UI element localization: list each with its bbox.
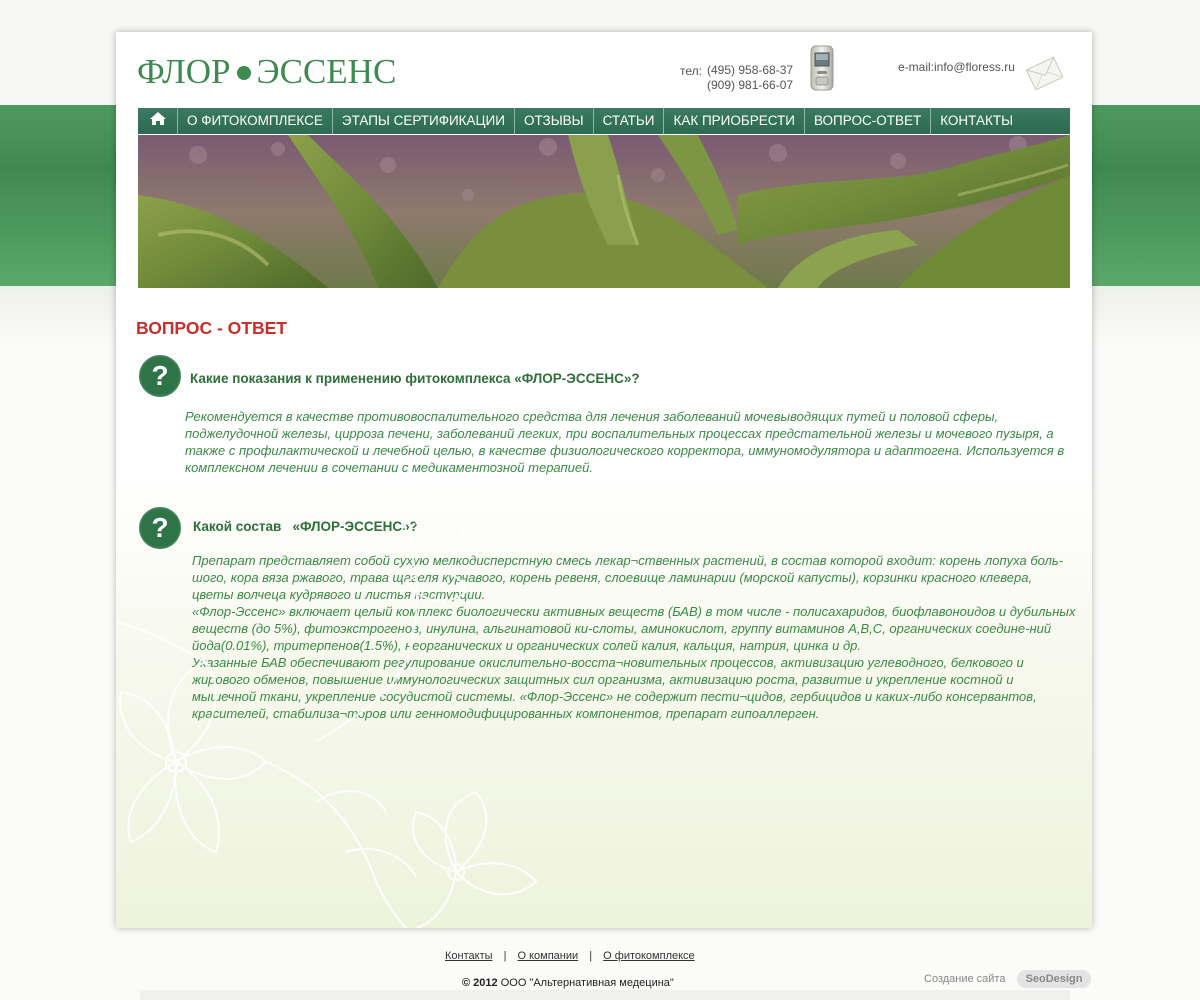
question-title: Какой состав «ФЛОР-ЭССЕНС»? — [193, 519, 418, 534]
home-icon — [149, 111, 167, 131]
svg-text:?: ? — [151, 360, 169, 391]
copyright-company: ООО "Альтернативная медецина" — [500, 977, 674, 989]
answer-paragraph: Препарат представляет собой сухую мелкодисперстную смесь лекар¬ственных растений, в состав которой входит: корень лопуха боль-шого, кора вяза ржавого, трава щавеля курчавого, корень ревеня, слоевище ламинарии (морской капусты), корзинки красного клевера, цветы волчеца кудрявого и листья настурции. — [192, 553, 1064, 602]
phone-number-2: (909) 981-66-07 — [707, 78, 794, 92]
nav-item-faq[interactable]: ВОПРОС-ОТВЕТ — [805, 108, 931, 134]
answer-paragraph: Указанные БАВ обеспечивают регулирование окислительно-восста¬новительных процессов, активизацию углеводного, белкового и жирового обменов, повышение иммунологических защитных сил организма, активизацию роста, развитие и укрепление костной и мышечной ткани, укрепление сосудистой системы. «Флор-Эссенс» не содержит пести¬цидов, гербицидов и каких-либо консервантов, красителей, стабилиза¬торов или генномодифицированных компонентов, препарат гипоаллерген. — [192, 655, 1037, 721]
site-credit-badge[interactable]: SeoDesign — [1017, 970, 1091, 988]
page-title: ВОПРОС - ОТВЕТ — [136, 318, 287, 338]
mobile-phone-icon — [808, 44, 836, 97]
answer-paragraph: Рекомендуется в качестве противовоспалительного средства для лечения заболеваний мочевыводящих путей и половой сферы, поджелудочной железы, цирроза печени, заболеваний легких, при воспалительных процессах предстательной железы и мочевого пузыря, а также с профилактической и лечебной целью, в качестве физиологического корректора, иммуномодулятора и адаптогена. Используется в комплексном лечении в сочетании с медикаментозной терапией. — [185, 409, 1065, 475]
nav-item-certification[interactable]: ЭТАПЫ СЕРТИФИКАЦИИ — [333, 108, 515, 134]
nav-item-reviews[interactable]: ОТЗЫВЫ — [515, 108, 594, 134]
header-banner-image — [138, 135, 1070, 288]
site-credit-label: Создание сайта — [924, 973, 1006, 985]
logo-text-left: ФЛОР — [137, 52, 231, 91]
nav-item-articles[interactable]: СТАТЬИ — [594, 108, 665, 134]
nav-home[interactable] — [138, 108, 178, 134]
footer-link-company[interactable]: О компании — [517, 950, 579, 962]
page-container — [116, 32, 1092, 928]
footer-links — [445, 950, 695, 962]
nav-item-contacts[interactable]: КОНТАКТЫ — [940, 113, 1014, 128]
flower-ornament — [116, 462, 556, 928]
svg-text:?: ? — [151, 512, 169, 543]
copyright — [462, 977, 674, 989]
email-link[interactable]: e-mail:info@floress.ru — [898, 60, 1015, 74]
logo-text-right: ЭССЕНС — [256, 52, 397, 91]
phone-label: тел: — [680, 64, 702, 78]
phone-number-1: (495) 958-68-37 — [707, 63, 794, 77]
footer-separator: | — [503, 950, 507, 962]
footer-link-contacts[interactable]: Контакты — [445, 950, 493, 962]
question-title: Какие показания к применению фитокомплекса «ФЛОР-ЭССЕНС»? — [190, 371, 640, 386]
main-navigation — [138, 108, 1070, 134]
copyright-year: © 2012 — [462, 977, 498, 989]
logo-dot — [237, 66, 251, 80]
footer-separator: | — [589, 950, 593, 962]
answer-paragraph: «Флор-Эссенс» включает целый комплекс биологически активных веществ (БАВ) в том числе - полисахаридов, биофлавоноидов и дубильных веществ (до 5%), фитоэкстрогенов, инулина, альгинатовой ки-слоты, аминокислот, группу витаминов А,В,С, органических соедине-ний йода(0.01%), тритерпенов(1.5%), неорганических и органических солей калия, кальция, натрия, цинка и др. — [192, 604, 1076, 653]
bottom-strip — [140, 990, 1070, 1000]
nav-item-how-to-buy[interactable]: КАК ПРИОБРЕСТИ — [664, 108, 805, 134]
question-icon — [138, 354, 182, 398]
site-logo[interactable] — [137, 52, 396, 92]
nav-item-phytocomplex[interactable]: О ФИТОКОМПЛЕКСЕ — [178, 108, 333, 134]
mail-envelope-icon — [1024, 50, 1068, 103]
footer-link-phytocomplex[interactable]: О фитокомплексе — [603, 950, 695, 962]
